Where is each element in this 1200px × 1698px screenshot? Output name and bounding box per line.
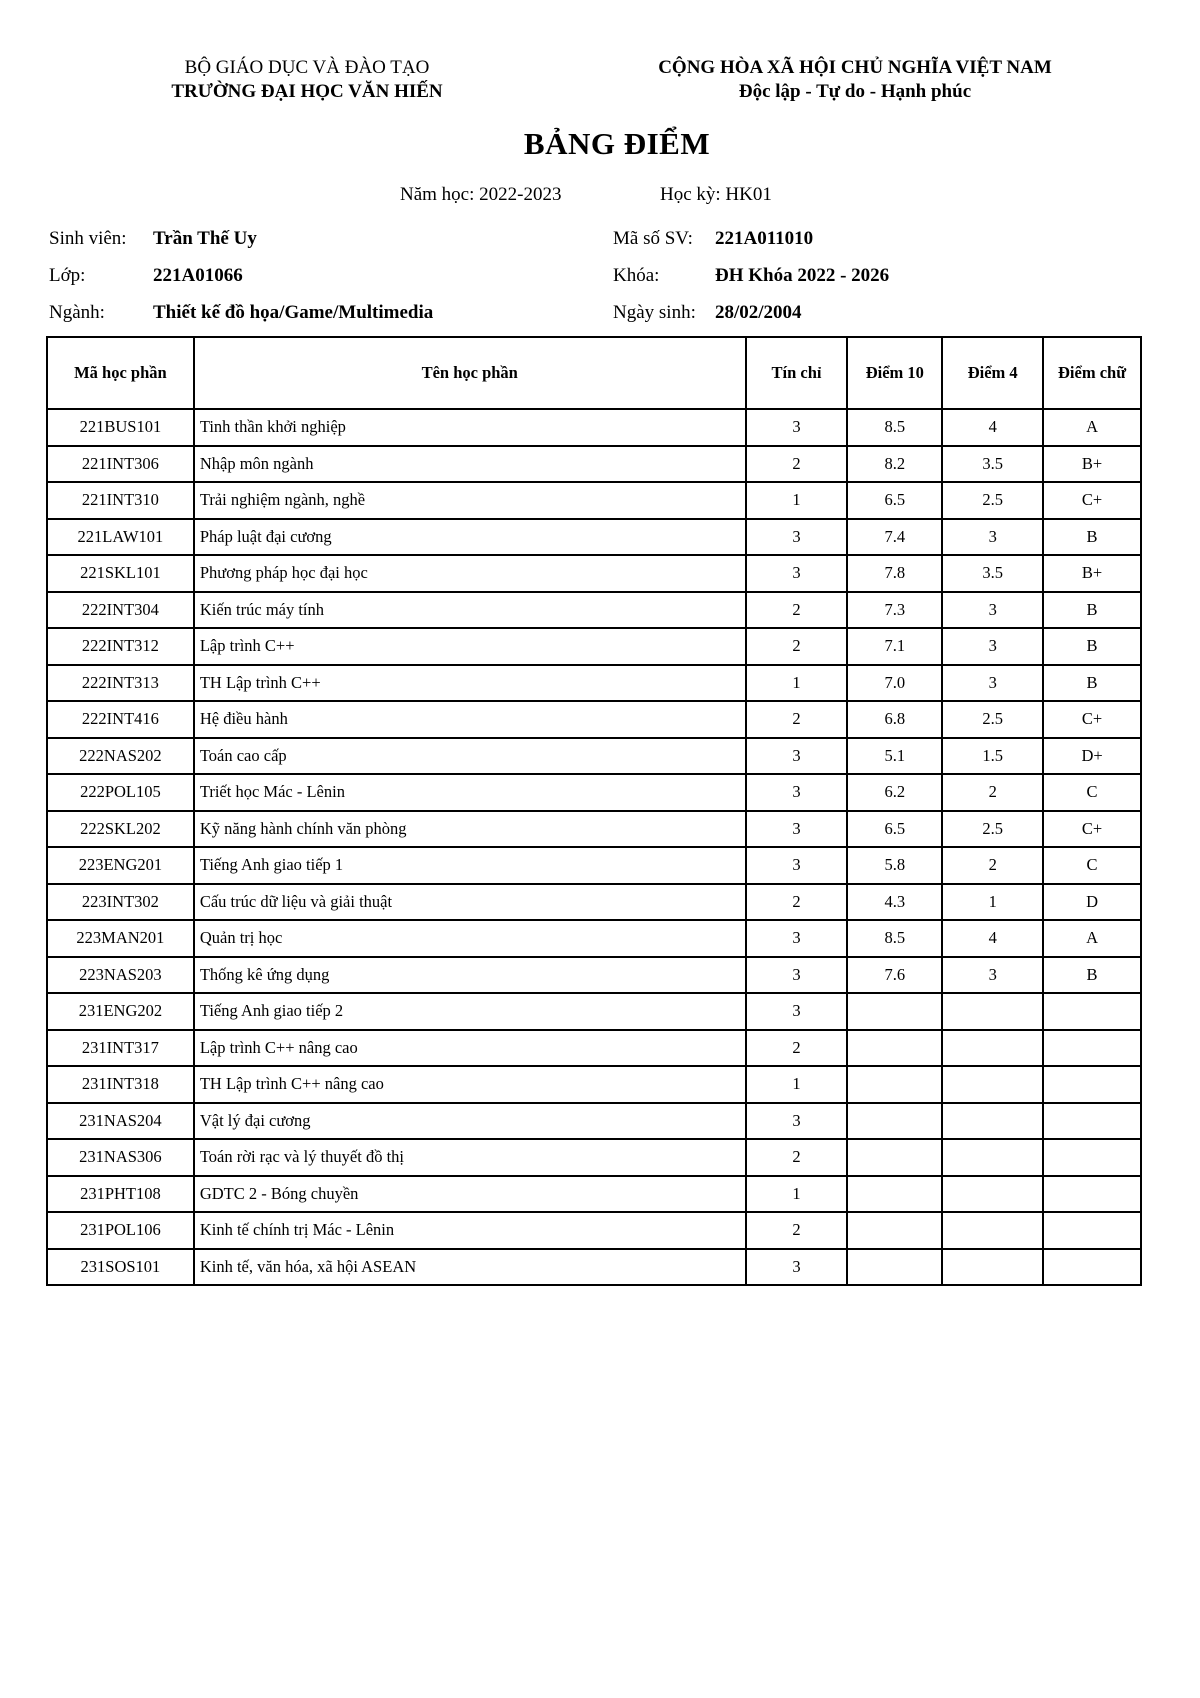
table-row: [47, 1103, 1141, 1140]
course-code: 223INT302: [47, 884, 194, 921]
course-credits: 2: [746, 446, 848, 483]
course-letter: C+: [1043, 811, 1141, 848]
table-row: [47, 1139, 1141, 1176]
course-score10: 7.4: [847, 519, 942, 556]
course-credits: 2: [746, 1212, 848, 1249]
course-credits: 1: [746, 1066, 848, 1103]
course-name: Phương pháp học đại học: [194, 555, 746, 592]
course-name: Vật lý đại cương: [194, 1103, 746, 1140]
course-code: 221LAW101: [47, 519, 194, 556]
course-score4: 3: [942, 957, 1043, 994]
course-letter: A: [1043, 920, 1141, 957]
course-letter: D: [1043, 884, 1141, 921]
course-score4: 3: [942, 665, 1043, 702]
course-code: 231INT317: [47, 1030, 194, 1067]
course-score4: [942, 1103, 1043, 1140]
course-name: Tiếng Anh giao tiếp 2: [194, 993, 746, 1030]
course-name: Pháp luật đại cương: [194, 519, 746, 556]
major-value: Thiết kế đồ họa/Game/Multimedia: [153, 302, 434, 323]
national-header: [615, 56, 1095, 104]
course-code: 231POL106: [47, 1212, 194, 1249]
table-row: [47, 1249, 1141, 1286]
table-row: [47, 811, 1141, 848]
dob-value: 28/02/2004: [715, 302, 802, 323]
course-credits: 3: [746, 993, 848, 1030]
student-name: Trần Thế Uy: [153, 228, 257, 249]
course-letter: [1043, 1066, 1141, 1103]
course-credits: 3: [746, 957, 848, 994]
course-credits: 3: [746, 847, 848, 884]
course-letter: C: [1043, 847, 1141, 884]
course-score10: 8.5: [847, 920, 942, 957]
course-letter: [1043, 1249, 1141, 1286]
table-row: [47, 409, 1141, 446]
course-credits: 2: [746, 701, 848, 738]
table-row: [47, 628, 1141, 665]
table-row: [47, 482, 1141, 519]
course-letter: D+: [1043, 738, 1141, 775]
course-score10: 4.3: [847, 884, 942, 921]
course-letter: [1043, 1176, 1141, 1213]
course-score10: 6.5: [847, 482, 942, 519]
table-row: [47, 993, 1141, 1030]
course-score10: 8.2: [847, 446, 942, 483]
course-score4: 2.5: [942, 811, 1043, 848]
table-row: [47, 884, 1141, 921]
course-code: 222INT416: [47, 701, 194, 738]
course-code: 222INT304: [47, 592, 194, 629]
course-letter: B: [1043, 665, 1141, 702]
course-score4: [942, 1139, 1043, 1176]
course-letter: [1043, 1139, 1141, 1176]
course-score10: [847, 1212, 942, 1249]
course-score10: [847, 1030, 942, 1067]
national-motto: CỘNG HÒA XÃ HỘI CHỦ NGHĨA VIỆT NAM: [658, 57, 1052, 78]
course-name: Hệ điều hành: [194, 701, 746, 738]
course-letter: [1043, 1030, 1141, 1067]
table-header-row: [47, 337, 1141, 409]
course-score10: 7.8: [847, 555, 942, 592]
course-name: Quản trị học: [194, 920, 746, 957]
course-name: Tiếng Anh giao tiếp 1: [194, 847, 746, 884]
course-score10: [847, 1103, 942, 1140]
course-score10: 5.8: [847, 847, 942, 884]
course-credits: 3: [746, 811, 848, 848]
table-row: [47, 555, 1141, 592]
course-letter: A: [1043, 409, 1141, 446]
course-letter: C: [1043, 774, 1141, 811]
national-slogan: Độc lập - Tự do - Hạnh phúc: [738, 81, 972, 102]
course-credits: 3: [746, 555, 848, 592]
course-credits: 1: [746, 482, 848, 519]
course-letter: B: [1043, 628, 1141, 665]
table-row: [47, 1176, 1141, 1213]
ministry-header: [137, 56, 477, 104]
course-score4: [942, 1030, 1043, 1067]
course-name: Triết học Mác - Lênin: [194, 774, 746, 811]
course-name: Toán cao cấp: [194, 738, 746, 775]
course-credits: 3: [746, 738, 848, 775]
course-code: 221BUS101: [47, 409, 194, 446]
course-credits: 1: [746, 665, 848, 702]
table-row: [47, 847, 1141, 884]
course-name: Toán rời rạc và lý thuyết đồ thị: [194, 1139, 746, 1176]
course-code: 223MAN201: [47, 920, 194, 957]
col-header-letter: Điểm chữ: [1043, 337, 1141, 409]
course-code: 222SKL202: [47, 811, 194, 848]
course-name: GDTC 2 - Bóng chuyền: [194, 1176, 746, 1213]
course-code: 222NAS202: [47, 738, 194, 775]
course-score4: 4: [942, 920, 1043, 957]
col-header-score10: Điểm 10: [847, 337, 942, 409]
col-header-name: Tên học phần: [194, 337, 746, 409]
course-code: 231INT318: [47, 1066, 194, 1103]
course-score4: [942, 1176, 1043, 1213]
table-row: [47, 665, 1141, 702]
course-score10: 7.3: [847, 592, 942, 629]
table-row: [47, 519, 1141, 556]
grades-table: [46, 336, 1142, 1286]
course-score4: [942, 1249, 1043, 1286]
class-label: Lớp:: [49, 265, 86, 286]
course-letter: C+: [1043, 482, 1141, 519]
course-name: TH Lập trình C++ nâng cao: [194, 1066, 746, 1103]
course-score4: 2: [942, 847, 1043, 884]
col-header-code: Mã học phần: [47, 337, 194, 409]
dob-label: Ngày sinh:: [613, 302, 696, 323]
course-score4: [942, 1212, 1043, 1249]
class-value: 221A01066: [153, 265, 243, 286]
course-code: 222POL105: [47, 774, 194, 811]
table-row: [47, 738, 1141, 775]
course-name: Cấu trúc dữ liệu và giải thuật: [194, 884, 746, 921]
course-letter: B: [1043, 519, 1141, 556]
course-credits: 3: [746, 920, 848, 957]
course-score10: 8.5: [847, 409, 942, 446]
course-score4: 4: [942, 409, 1043, 446]
table-row: [47, 774, 1141, 811]
course-score4: [942, 1066, 1043, 1103]
course-score10: [847, 1176, 942, 1213]
major-label: Ngành:: [49, 302, 105, 323]
course-score10: [847, 1139, 942, 1176]
table-row: [47, 920, 1141, 957]
col-header-score4: Điểm 4: [942, 337, 1043, 409]
table-row: [47, 701, 1141, 738]
course-name: Trải nghiệm ngành, nghề: [194, 482, 746, 519]
page-title: BẢNG ĐIỂM: [523, 126, 711, 161]
student-name-label: Sinh viên:: [49, 228, 127, 249]
course-score4: 2.5: [942, 701, 1043, 738]
student-id-label: Mã số SV:: [613, 228, 693, 249]
course-code: 231ENG202: [47, 993, 194, 1030]
course-letter: B+: [1043, 446, 1141, 483]
col-header-credits: Tín chỉ: [746, 337, 848, 409]
course-code: 231NAS204: [47, 1103, 194, 1140]
university-name: TRƯỜNG ĐẠI HỌC VĂN HIẾN: [171, 81, 443, 102]
course-score10: [847, 993, 942, 1030]
course-score10: 6.5: [847, 811, 942, 848]
course-credits: 2: [746, 1030, 848, 1067]
course-code: 223NAS203: [47, 957, 194, 994]
course-score4: 1.5: [942, 738, 1043, 775]
course-score4: 3.5: [942, 446, 1043, 483]
cohort-value: ĐH Khóa 2022 - 2026: [715, 265, 890, 286]
course-score10: 6.2: [847, 774, 942, 811]
course-letter: B: [1043, 957, 1141, 994]
course-score4: 3: [942, 592, 1043, 629]
course-code: 221SKL101: [47, 555, 194, 592]
course-name: Kỹ năng hành chính văn phòng: [194, 811, 746, 848]
course-code: 222INT313: [47, 665, 194, 702]
course-credits: 2: [746, 1139, 848, 1176]
course-name: Lập trình C++ nâng cao: [194, 1030, 746, 1067]
course-name: Kinh tế chính trị Mác - Lênin: [194, 1212, 746, 1249]
course-score4: [942, 993, 1043, 1030]
course-score10: 7.0: [847, 665, 942, 702]
course-name: Kiến trúc máy tính: [194, 592, 746, 629]
course-credits: 3: [746, 409, 848, 446]
course-credits: 2: [746, 592, 848, 629]
course-score4: 3: [942, 628, 1043, 665]
course-name: Kinh tế, văn hóa, xã hội ASEAN: [194, 1249, 746, 1286]
course-letter: [1043, 1212, 1141, 1249]
table-row: [47, 446, 1141, 483]
table-row: [47, 957, 1141, 994]
course-letter: B: [1043, 592, 1141, 629]
course-score10: [847, 1249, 942, 1286]
course-credits: 3: [746, 1103, 848, 1140]
course-credits: 3: [746, 519, 848, 556]
course-score4: 3.5: [942, 555, 1043, 592]
course-letter: C+: [1043, 701, 1141, 738]
course-code: 221INT306: [47, 446, 194, 483]
cohort-label: Khóa:: [613, 265, 660, 286]
table-row: [47, 1212, 1141, 1249]
course-credits: 3: [746, 1249, 848, 1286]
course-score4: 2.5: [942, 482, 1043, 519]
course-score4: 2: [942, 774, 1043, 811]
semester: Học kỳ: HK01: [660, 184, 772, 205]
course-code: 231SOS101: [47, 1249, 194, 1286]
course-credits: 2: [746, 884, 848, 921]
course-name: Thống kê ứng dụng: [194, 957, 746, 994]
course-credits: 2: [746, 628, 848, 665]
course-name: Tinh thần khởi nghiệp: [194, 409, 746, 446]
course-credits: 1: [746, 1176, 848, 1213]
course-name: TH Lập trình C++: [194, 665, 746, 702]
course-score10: [847, 1066, 942, 1103]
table-row: [47, 1066, 1141, 1103]
ministry-name: BỘ GIÁO DỤC VÀ ĐÀO TẠO: [184, 57, 430, 78]
table-row: [47, 592, 1141, 629]
course-name: Lập trình C++: [194, 628, 746, 665]
course-name: Nhập môn ngành: [194, 446, 746, 483]
course-letter: [1043, 1103, 1141, 1140]
course-score10: 7.1: [847, 628, 942, 665]
student-id: 221A011010: [715, 228, 814, 249]
course-code: 221INT310: [47, 482, 194, 519]
course-score10: 7.6: [847, 957, 942, 994]
table-row: [47, 1030, 1141, 1067]
course-letter: B+: [1043, 555, 1141, 592]
course-code: 231PHT108: [47, 1176, 194, 1213]
course-letter: [1043, 993, 1141, 1030]
course-score4: 1: [942, 884, 1043, 921]
course-score10: 5.1: [847, 738, 942, 775]
course-code: 222INT312: [47, 628, 194, 665]
course-code: 223ENG201: [47, 847, 194, 884]
course-code: 231NAS306: [47, 1139, 194, 1176]
course-credits: 3: [746, 774, 848, 811]
school-year: Năm học: 2022-2023: [400, 184, 562, 205]
course-score10: 6.8: [847, 701, 942, 738]
course-score4: 3: [942, 519, 1043, 556]
